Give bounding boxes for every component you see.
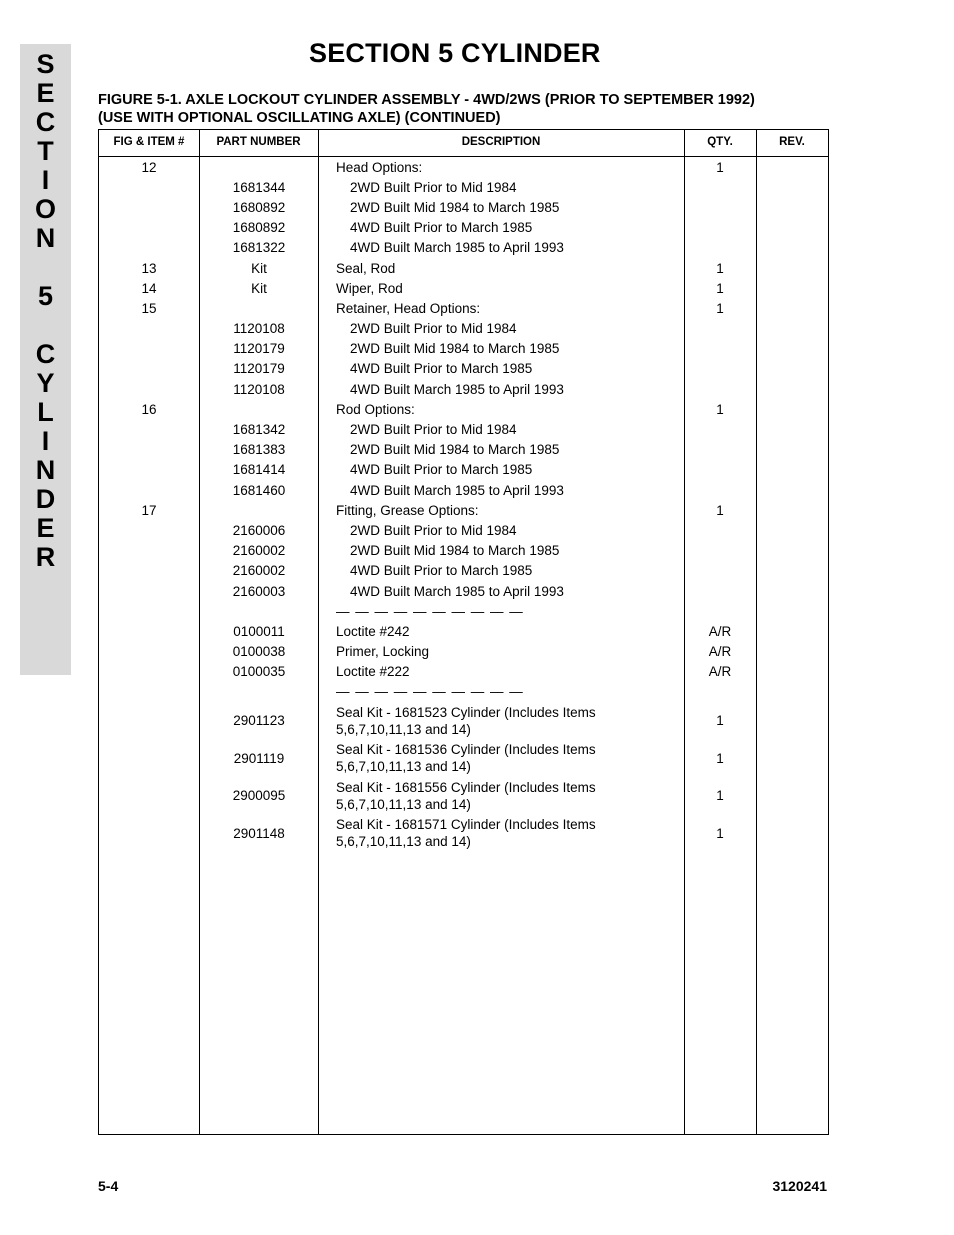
fig-item-cell xyxy=(99,621,199,641)
part-number-cell xyxy=(199,298,319,318)
side-tab-letter: T xyxy=(37,136,54,166)
qty-cell xyxy=(684,682,756,702)
part-number-cell: 2160002 xyxy=(232,543,286,559)
description-cell: 2WD Built Prior to Mid 1984 xyxy=(350,179,517,195)
side-tab-letter: S xyxy=(36,49,55,79)
table-row xyxy=(99,157,828,177)
qty-cell: A/R xyxy=(708,664,732,680)
parts-table xyxy=(98,129,829,1135)
qty-cell xyxy=(684,601,756,621)
table-row xyxy=(99,777,828,815)
table-row xyxy=(99,419,828,439)
qty-cell xyxy=(684,359,756,379)
side-tab-letter: E xyxy=(36,78,55,108)
table-row xyxy=(99,500,828,520)
side-tab-letter: I xyxy=(41,165,50,195)
table-row xyxy=(99,815,828,853)
description-cell: 2WD Built Mid 1984 to March 1985 xyxy=(350,442,560,458)
description-cell: 2WD Built Prior to Mid 1984 xyxy=(350,321,517,337)
part-number-cell: 2901148 xyxy=(233,825,285,841)
qty-cell xyxy=(684,218,756,238)
fig-item-cell xyxy=(99,777,199,815)
side-tab-letter: 5 xyxy=(37,281,54,311)
qty-cell xyxy=(684,238,756,258)
part-number-cell: 1120108 xyxy=(233,381,285,397)
part-number-cell: 2160003 xyxy=(232,583,286,599)
description-cell: 4WD Built Prior to March 1985 xyxy=(350,361,533,377)
fig-item-cell xyxy=(99,319,199,339)
side-tab-letter xyxy=(20,253,71,282)
side-tab-letter: C xyxy=(35,107,56,137)
part-number-cell: 1680892 xyxy=(232,220,286,236)
fig-item-cell xyxy=(99,702,199,740)
description-cell: — — — — — — — — — — xyxy=(336,684,524,700)
description-cell: Seal, Rod xyxy=(336,260,396,276)
qty-cell xyxy=(684,419,756,439)
part-number-cell: 0100011 xyxy=(233,623,285,639)
fig-item-cell xyxy=(99,238,199,258)
table-row xyxy=(99,621,828,641)
fig-item-cell: 12 xyxy=(141,159,157,175)
page-number: 5-4 xyxy=(98,1178,119,1194)
qty-cell xyxy=(684,319,756,339)
part-number-cell: 1681414 xyxy=(232,462,286,478)
part-number-cell xyxy=(199,601,319,621)
description-cell: 4WD Built March 1985 to April 1993 xyxy=(350,583,564,599)
side-tab-letter: O xyxy=(34,194,56,224)
part-number-cell xyxy=(199,157,319,177)
fig-item-cell: 13 xyxy=(141,260,157,276)
column-header-description: DESCRIPTION xyxy=(461,136,541,148)
part-number-cell: 1120179 xyxy=(233,361,285,377)
description-cell: 2WD Built Mid 1984 to March 1985 xyxy=(350,341,560,357)
side-tab-letter: L xyxy=(37,397,54,427)
fig-item-cell xyxy=(99,419,199,439)
table-row xyxy=(99,460,828,480)
fig-item-cell xyxy=(99,440,199,460)
qty-cell xyxy=(684,177,756,197)
part-number-cell: Kit xyxy=(251,280,267,296)
table-row xyxy=(99,662,828,682)
table-row xyxy=(99,218,828,238)
table-row xyxy=(99,197,828,217)
qty-cell xyxy=(684,581,756,601)
qty-cell: 1 xyxy=(716,788,724,804)
description-cell: Retainer, Head Options: xyxy=(336,300,481,316)
table-row xyxy=(99,561,828,581)
fig-item-cell xyxy=(99,662,199,682)
table-row xyxy=(99,520,828,540)
figure-title xyxy=(98,91,858,127)
qty-cell xyxy=(684,541,756,561)
description-cell: Wiper, Rod xyxy=(336,280,403,296)
part-number-cell xyxy=(199,399,319,419)
side-tab-letter: R xyxy=(35,542,56,572)
side-tab-letter xyxy=(20,311,71,340)
qty-cell: 1 xyxy=(716,280,724,296)
description-cell: 4WD Built March 1985 to April 1993 xyxy=(350,482,564,498)
description-cell: 4WD Built Prior to March 1985 xyxy=(350,563,533,579)
part-number-cell xyxy=(199,682,319,702)
description-cell: 2WD Built Prior to Mid 1984 xyxy=(350,422,517,438)
table-row xyxy=(99,319,828,339)
qty-cell xyxy=(684,197,756,217)
table-row xyxy=(99,480,828,500)
fig-item-cell xyxy=(99,197,199,217)
qty-cell: 1 xyxy=(716,825,724,841)
side-tab-letter: D xyxy=(35,484,56,514)
column-header-part-number: PART NUMBER xyxy=(216,136,301,148)
qty-cell: 1 xyxy=(716,159,724,175)
section-side-tab xyxy=(20,44,71,675)
table-row xyxy=(99,298,828,318)
table-row xyxy=(99,359,828,379)
part-number-cell: 2160006 xyxy=(232,522,286,538)
fig-item-cell xyxy=(99,520,199,540)
figure-title-line2: (USE WITH OPTIONAL OSCILLATING AXLE) (CONTINUED) xyxy=(98,110,501,126)
side-tab-letter: N xyxy=(35,455,56,485)
part-number-cell: 1120108 xyxy=(233,321,285,337)
part-number-cell: 1120179 xyxy=(233,341,285,357)
qty-cell xyxy=(684,440,756,460)
table-row xyxy=(99,541,828,561)
table-row xyxy=(99,601,828,621)
part-number-cell: 1681322 xyxy=(232,240,286,256)
fig-item-cell xyxy=(99,740,199,778)
side-tab-label xyxy=(20,50,71,572)
part-number-cell: 2901119 xyxy=(233,750,285,766)
qty-cell: 1 xyxy=(716,713,724,729)
column-header-fig: FIG & ITEM # xyxy=(113,136,185,148)
description-cell: Seal Kit - 1681556 Cylinder (Includes Items 5,6,7,10,11,13 and 14) xyxy=(336,779,596,812)
side-tab-letter: I xyxy=(41,426,50,456)
fig-item-cell xyxy=(99,359,199,379)
description-cell: Seal Kit - 1681571 Cylinder (Includes Items 5,6,7,10,11,13 and 14) xyxy=(336,817,596,850)
fig-item-cell xyxy=(99,541,199,561)
qty-cell: 1 xyxy=(716,260,724,276)
description-cell: Primer, Locking xyxy=(336,644,430,660)
side-tab-letter: N xyxy=(35,223,56,253)
side-tab-letter: C xyxy=(35,339,56,369)
table-row xyxy=(99,581,828,601)
figure-title-line1: FIGURE 5-1. AXLE LOCKOUT CYLINDER ASSEMBLY - 4WD/2WS (PRIOR TO SEPTEMBER 1992) xyxy=(98,92,755,108)
description-cell: 4WD Built Prior to March 1985 xyxy=(350,462,533,478)
fig-item-cell: 15 xyxy=(141,300,157,316)
description-cell: Loctite #222 xyxy=(336,664,410,680)
document-number: 3120241 xyxy=(772,1178,827,1194)
part-number-cell: 1681342 xyxy=(232,422,286,438)
table-row xyxy=(99,682,828,702)
side-tab-letter: E xyxy=(36,513,55,543)
side-tab-letter: Y xyxy=(36,368,55,398)
description-cell: Seal Kit - 1681523 Cylinder (Includes Items 5,6,7,10,11,13 and 14) xyxy=(336,704,596,737)
description-cell: 4WD Built Prior to March 1985 xyxy=(350,220,533,236)
fig-item-cell xyxy=(99,561,199,581)
part-number-cell: 1681460 xyxy=(232,482,286,498)
description-cell: — — — — — — — — — — xyxy=(336,603,524,619)
qty-cell xyxy=(684,379,756,399)
qty-cell: A/R xyxy=(708,644,732,660)
qty-cell xyxy=(684,480,756,500)
description-cell: 4WD Built March 1985 to April 1993 xyxy=(350,381,564,397)
table-row xyxy=(99,278,828,298)
table-row xyxy=(99,440,828,460)
fig-item-cell: 17 xyxy=(141,502,157,518)
description-cell: 2WD Built Mid 1984 to March 1985 xyxy=(350,543,560,559)
part-number-cell: 0100038 xyxy=(232,644,286,660)
fig-item-cell xyxy=(99,379,199,399)
part-number-cell xyxy=(199,500,319,520)
description-cell: Seal Kit - 1681536 Cylinder (Includes Items 5,6,7,10,11,13 and 14) xyxy=(336,742,596,775)
description-cell: 2WD Built Mid 1984 to March 1985 xyxy=(350,199,560,215)
qty-cell xyxy=(684,460,756,480)
fig-item-cell xyxy=(99,218,199,238)
table-body xyxy=(99,157,828,852)
qty-cell: 1 xyxy=(716,300,724,316)
part-number-cell: 0100035 xyxy=(232,664,286,680)
fig-item-cell xyxy=(99,460,199,480)
table-row xyxy=(99,740,828,778)
fig-item-cell xyxy=(99,581,199,601)
qty-cell xyxy=(684,561,756,581)
part-number-cell: 1680892 xyxy=(232,199,286,215)
part-number-cell: 1681383 xyxy=(232,442,286,458)
description-cell: 2WD Built Prior to Mid 1984 xyxy=(350,522,517,538)
column-header-qty: QTY. xyxy=(707,136,733,148)
fig-item-cell xyxy=(99,339,199,359)
fig-item-cell xyxy=(99,682,199,702)
qty-cell: 1 xyxy=(716,502,724,518)
part-number-cell: 2900095 xyxy=(232,788,286,804)
description-cell: 4WD Built March 1985 to April 1993 xyxy=(350,240,564,256)
fig-item-cell xyxy=(99,642,199,662)
table-row xyxy=(99,399,828,419)
description-cell: Rod Options: xyxy=(336,401,415,417)
description-cell: Head Options: xyxy=(336,159,423,175)
fig-item-cell xyxy=(99,601,199,621)
qty-cell xyxy=(684,520,756,540)
part-number-cell: 2160002 xyxy=(232,563,286,579)
fig-item-cell xyxy=(99,815,199,853)
fig-item-cell: 14 xyxy=(141,280,157,296)
qty-cell: 1 xyxy=(716,401,724,417)
qty-cell xyxy=(684,339,756,359)
fig-item-cell: 16 xyxy=(141,401,157,417)
description-cell: Loctite #242 xyxy=(336,623,410,639)
table-row xyxy=(99,379,828,399)
description-cell: Fitting, Grease Options: xyxy=(336,502,479,518)
column-header-rev: REV. xyxy=(779,136,805,148)
fig-item-cell xyxy=(99,480,199,500)
qty-cell: A/R xyxy=(708,623,732,639)
table-row xyxy=(99,177,828,197)
qty-cell: 1 xyxy=(716,750,724,766)
table-row xyxy=(99,258,828,278)
part-number-cell: 1681344 xyxy=(232,179,286,195)
table-row xyxy=(99,642,828,662)
table-row xyxy=(99,238,828,258)
part-number-cell: 2901123 xyxy=(233,713,285,729)
section-title: SECTION 5 CYLINDER xyxy=(309,38,601,68)
part-number-cell: Kit xyxy=(251,260,267,276)
fig-item-cell xyxy=(99,177,199,197)
table-row xyxy=(99,702,828,740)
table-row xyxy=(99,339,828,359)
